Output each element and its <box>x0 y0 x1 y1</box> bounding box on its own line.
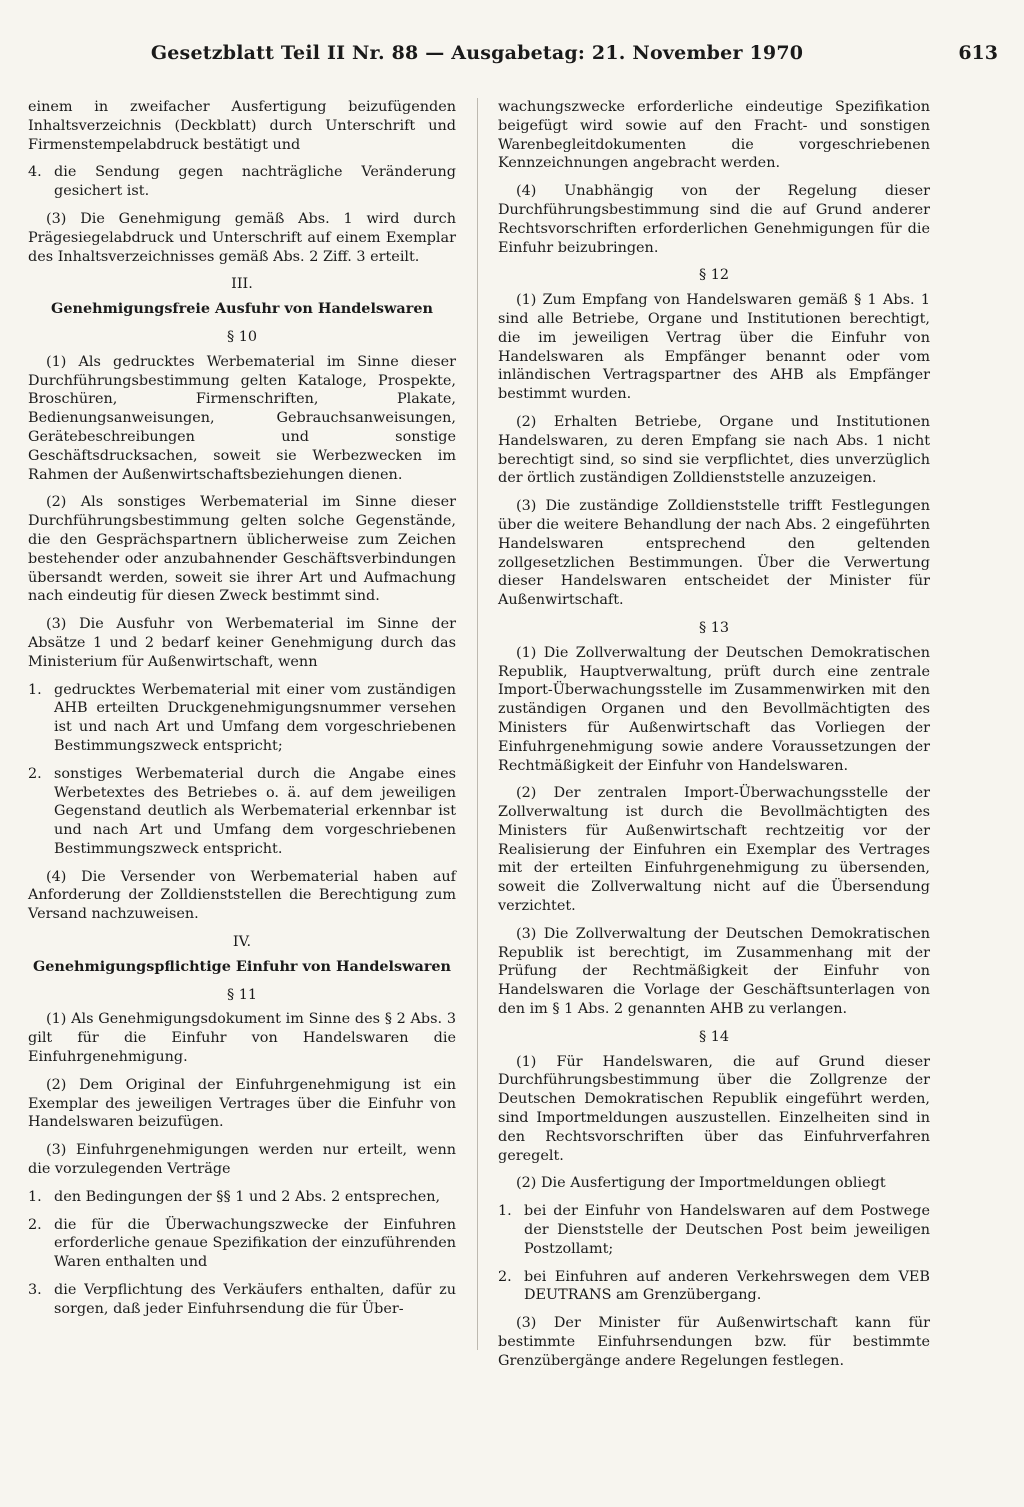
paragraph: (1) Zum Empfang von Handelswaren gemäß § 1 Abs. 1 sind alle Betriebe, Organe und Institutionen berechtigt, die im jeweiligen Vertrag über die Einfuhr von Handelswaren als Empfänger benannt oder vom inländischen Vertragspartner des AHB als Empfänger bestimmt wurden. <box>498 292 930 403</box>
section-number: § 11 <box>226 986 258 1003</box>
paragraph: (1) Für Handelswaren, die auf Grund dieser Durchführungsbestimmung über die Zollgrenze der Deutschen Demokratischen Republik eingeführt werden, sind Importmeldungen auszustellen. Einzelheiten sind in den Rechtsvorschriften über das Einfuhrverfahren geregelt. <box>498 1053 930 1164</box>
paragraph: (1) Als Genehmigungsdokument im Sinne des § 2 Abs. 3 gilt für die Einfuhr von Handelswaren die Einfuhrgenehmigung. <box>28 1011 456 1066</box>
paragraph: (4) Unabhängig von der Regelung dieser Durchführungsbestimmung sind die auf Grund anderer Rechtsvorschriften erforderlichen Genehmigungen für die Einfuhr beizubringen. <box>498 183 930 256</box>
page-header <box>26 42 998 68</box>
list-text: gedrucktes Werbematerial mit einer vom zuständigen AHB erteilten Druckgenehmigungsnummer versehen ist und nach Art und Umfang dem vorgeschriebenen Bestimmungszweck entspricht; <box>54 681 456 754</box>
paragraph: (2) Dem Original der Einfuhrgenehmigung ist ein Exemplar des jeweiligen Vertrages über die Einfuhr von Handelswaren beizufügen. <box>28 1076 456 1131</box>
paragraph: (3) Der Minister für Außenwirtschaft kann für bestimmte Einfuhrsendungen bzw. für bestimmte Grenzübergänge andere Regelungen festlegen. <box>498 1315 930 1369</box>
right-column <box>498 98 930 1380</box>
header-title: Gesetzblatt Teil II Nr. 88 — Ausgabetag: 21. November 1970 <box>150 42 804 64</box>
list-text: bei Einfuhren auf anderen Verkehrswegen dem VEB DEUTRANS am Grenzübergang. <box>524 1268 930 1304</box>
continuation-text: wachungszwecke erforderliche eindeutige Spezifikation beigefügt wird sowie auf den Fracht- und sonstigen Warenbegleitdokumenten die vorgeschriebenen Kennzeichnungen angebracht werden. <box>498 99 930 172</box>
list-text: den Bedingungen der §§ 1 und 2 Abs. 2 entsprechen, <box>54 1188 441 1205</box>
list-item <box>28 765 456 859</box>
part-number: IV. <box>232 934 252 951</box>
paragraph: (2) Der zentralen Import-Überwachungsstelle der Zollverwaltung ist durch die Bevollmächtigten des Ministers für Außenwirtschaft rechtzeitig vor der Realisierung der Einfuhren ein Exemplar des Vertrages mit der erteilten Einfuhrgenehmigung zu übersenden, soweit die Zollverwaltung nicht auf die Übersendung verzichtet. <box>498 785 930 915</box>
paragraph: (3) Die Ausfuhr von Werbematerial im Sinne der Absätze 1 und 2 bedarf keiner Genehmigung durch das Ministerium für Außenwirtschaft, wenn <box>28 616 456 670</box>
section-number: § 14 <box>698 1028 730 1045</box>
list-item <box>28 1188 456 1207</box>
continuation-text: einem in zweifacher Ausfertigung beizufügenden Inhaltsverzeichnis (Deckblatt) durch Unterschrift und Firmenstempelabdruck bestätigt und <box>28 99 456 153</box>
part-heading: Genehmigungspflichtige Einfuhr von Handelswaren <box>32 957 452 975</box>
list-number: 2. <box>28 765 42 782</box>
part-heading: Genehmigungsfreie Ausfuhr von Handelswaren <box>51 300 433 318</box>
section-number: § 13 <box>698 619 730 636</box>
list-number: 1. <box>28 681 42 698</box>
section-number: § 12 <box>698 267 730 284</box>
paragraph: (2) Die Ausfertigung der Importmeldungen obliegt <box>516 1175 886 1192</box>
list-item <box>498 1202 930 1258</box>
paragraph: (1) Die Zollverwaltung der Deutschen Demokratischen Republik, Hauptverwaltung, prüft durch eine zentrale Import-Überwachungsstelle im Zusammenwirken mit den zuständigen Organen und den Bevollmächtigten des Ministers für Außenwirtschaft das Vorliegen der Einfuhrgenehmigung sowie andere Voraussetzungen der Rechtmäßigkeit der Einfuhr von Handelswaren. <box>498 644 930 774</box>
part-number: III. <box>231 276 253 293</box>
list-item <box>28 681 456 756</box>
paragraph: (4) Die Versender von Werbematerial haben auf Anforderung der Zolldienststellen die Berechtigung zum Versand nachzuweisen. <box>28 868 456 923</box>
list-number: 3. <box>28 1282 42 1299</box>
list-text: bei der Einfuhr von Handelswaren auf dem Postwege der Dienststelle der Deutschen Post beim jeweiligen Postzollamt; <box>524 1203 930 1257</box>
list-item <box>498 1268 930 1306</box>
paragraph: (2) Als sonstiges Werbematerial im Sinne dieser Durchführungsbestimmung gelten solche Gegenstände, die den Gesprächspartnern üblicherweise zum Zeichen bestehender oder anzubahnender Geschäftsverbindungen übersandt werden, soweit sie ihrer Art und Aufmachung nach eindeutig für diesen Zweck bestimmt sind. <box>28 494 456 605</box>
left-column <box>28 98 456 1328</box>
list-number: 2. <box>498 1268 512 1285</box>
list-number: 2. <box>28 1216 42 1233</box>
list-number: 1. <box>498 1203 512 1220</box>
paragraph: (1) Als gedrucktes Werbematerial im Sinne dieser Durchführungsbestimmung gelten Kataloge, Prospekte, Broschüren, Firmenschriften, Plakate, Bedienungsanweisungen, Gebrauchsanweisungen, Gerätebeschreibungen und sonstige Geschäftsdrucksachen, soweit sie Werbezwecken im Rahmen der Außenwirtschaftsbeziehungen dienen. <box>28 353 456 483</box>
list-text: die Verpflichtung des Verkäufers enthalten, dafür zu sorgen, daß jeder Einfuhrsendung die für Über- <box>54 1282 456 1317</box>
list-text: die Sendung gegen nachträgliche Veränderung gesichert ist. <box>54 164 456 200</box>
paragraph: (2) Erhalten Betriebe, Organe und Institutionen Handelswaren, zu deren Empfang sie nach Abs. 1 nicht berechtigt sind, so sind sie verpflichtet, dies unverzüglich der örtlich zuständigen Zolldienststelle anzuzeigen. <box>498 413 930 487</box>
list-item <box>28 1281 456 1319</box>
paragraph: (3) Die zuständige Zolldienststelle trifft Festlegungen über die weitere Behandlung der nach Abs. 2 eingeführten Handelswaren entsprechend den geltenden zollgesetzlichen Bestimmungen. Über die Verwertung dieser Handelswaren entscheidet der Minister für Außenwirtschaft. <box>498 498 930 609</box>
list-item <box>28 163 456 201</box>
list-number: 1. <box>28 1188 42 1205</box>
section-number: § 10 <box>226 328 258 345</box>
paragraph: (3) Die Genehmigung gemäß Abs. 1 wird durch Prägesiegelabdruck und Unterschrift auf einem Exemplar des Inhaltsverzeichnisses gemäß Abs. 2 Ziff. 3 erteilt. <box>28 210 456 265</box>
list-number: 4. <box>28 164 42 181</box>
list-item <box>28 1216 456 1272</box>
column-divider <box>477 98 478 1350</box>
list-text: sonstiges Werbematerial durch die Angabe eines Werbetextes des Betriebes o. ä. auf dem jeweiligen Gegenstand deutlich als Werbematerial erkennbar ist und nach Art und Umfang dem vorgeschriebenen Bestimmungszweck entspricht. <box>54 765 456 857</box>
page-number: 613 <box>958 42 998 64</box>
list-text: die für die Überwachungszwecke der Einfuhren erforderliche genaue Spezifikation der einzuführenden Waren enthalten und <box>54 1216 456 1271</box>
paragraph: (3) Die Zollverwaltung der Deutschen Demokratischen Republik ist berechtigt, im Zusammenhang mit der Prüfung der Rechtmäßigkeit der Einfuhr von Handelswaren die Vorlage der Geschäftsunterlagen von den im § 1 Abs. 2 genannten AHB zu verlangen. <box>498 925 930 1018</box>
paragraph: (3) Einfuhrgenehmigungen werden nur erteilt, wenn die vorzulegenden Verträge <box>28 1142 456 1178</box>
